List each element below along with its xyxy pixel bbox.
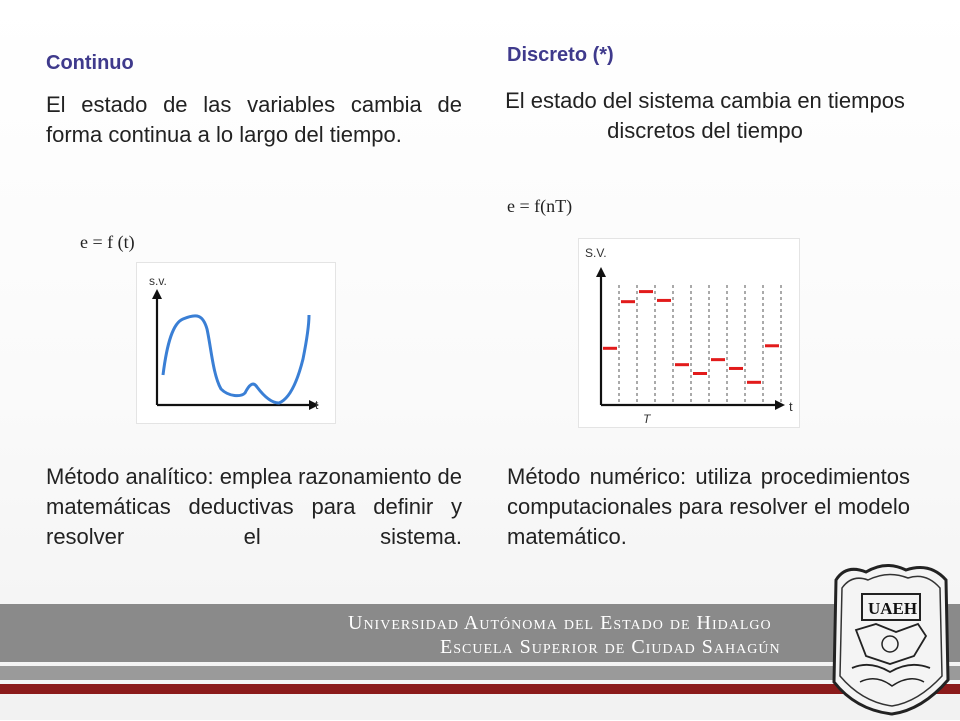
discrete-y-axis-arrow-icon xyxy=(596,267,606,277)
discrete-x-label: t xyxy=(789,399,793,414)
discrete-formula: e = f(nT) xyxy=(507,196,573,216)
continuous-x-label: t xyxy=(315,398,319,412)
discrete-heading: Discreto (*) xyxy=(507,44,614,66)
discrete-plot-svg xyxy=(579,239,799,427)
continuous-formula: e = f (t) xyxy=(80,232,135,252)
university-name: Universidad Autónoma del Estado de Hidalgo xyxy=(348,612,772,634)
discrete-method: Método numérico: utiliza procedimientos computacionales para resolver el modelo matemático. xyxy=(507,464,910,549)
footer-red-strip xyxy=(0,684,960,694)
continuous-plot-svg xyxy=(137,263,335,423)
university-seal-logo xyxy=(826,560,956,716)
discrete-description: El estado del sistema cambia en tiempos discretos del tiempo xyxy=(505,88,905,143)
continuous-method: Método analítico: emplea razonamiento de matemáticas deductivas para definir y resolver el sistema. xyxy=(46,464,462,549)
discrete-y-label: S.V. xyxy=(585,246,607,260)
continuous-y-label: s.v. xyxy=(149,274,167,288)
continuous-plot xyxy=(136,262,336,424)
school-name: Escuela Superior de Ciudad Sahagún xyxy=(440,636,781,658)
y-axis-arrow-icon xyxy=(152,289,162,299)
continuous-description: El estado de las variables cambia de forma continua a lo largo del tiempo. xyxy=(46,92,462,147)
period-label: T xyxy=(643,412,651,426)
discrete-x-axis-arrow-icon xyxy=(775,400,785,410)
svg-text:UAEH: UAEH xyxy=(868,599,918,618)
continuous-heading: Continuo xyxy=(46,52,134,74)
continuous-curve xyxy=(163,315,309,403)
footer-gray-strip xyxy=(0,666,960,680)
discrete-plot xyxy=(578,238,800,428)
